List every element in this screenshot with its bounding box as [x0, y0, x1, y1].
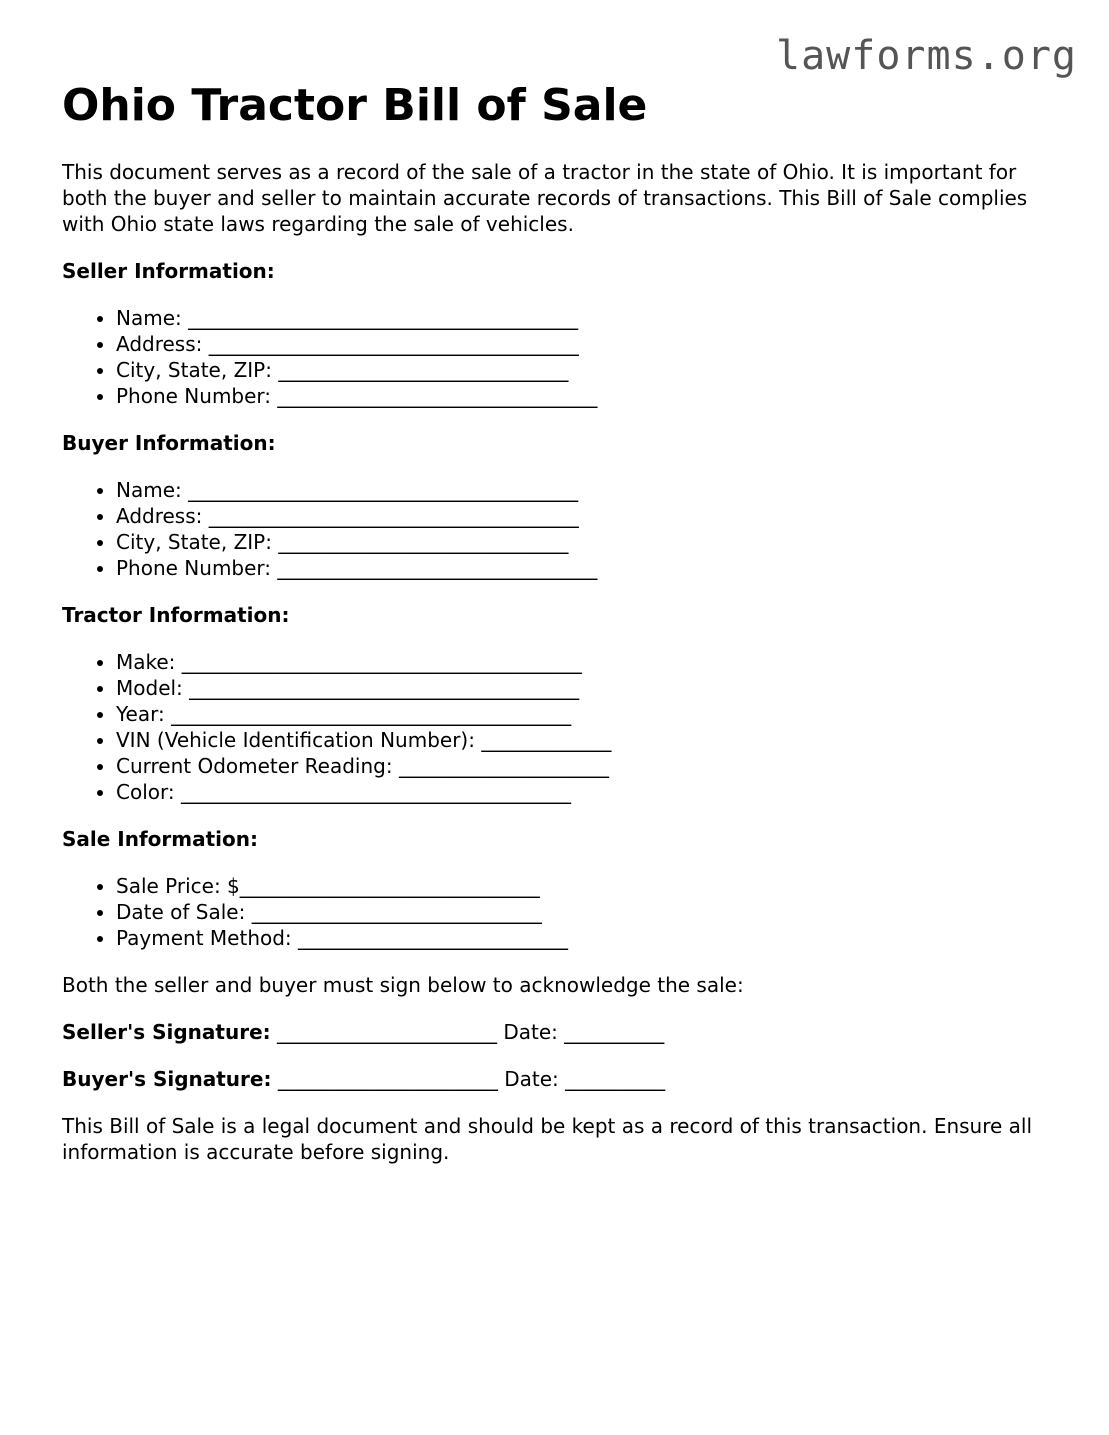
tractor-model-field[interactable]: • Model: _______________________________________ — [116, 675, 1052, 701]
seller-address-field[interactable]: • Address: _____________________________________ — [116, 331, 1052, 357]
closing-paragraph: This Bill of Sale is a legal document and should be kept as a record of this transaction. Ensure all information is accurate before signing. — [62, 1114, 1033, 1164]
site-watermark: lawforms.org — [776, 33, 1077, 79]
seller-section-heading: Seller Information: — [62, 259, 275, 283]
buyer-signature-label: Buyer's Signature: — [62, 1067, 272, 1091]
tractor-color-field[interactable]: • Color: _______________________________________ — [116, 779, 1052, 805]
seller-signature-line[interactable] — [62, 1019, 1052, 1045]
sale-fields-list — [62, 873, 1052, 951]
seller-fields-list — [62, 305, 1052, 409]
intro-paragraph: This document serves as a record of the sale of a tractor in the state of Ohio. It is important for both the buyer and seller to maintain accurate records of transactions. This Bill of Sale complies with Ohio state laws regarding the sale of vehicles. — [62, 160, 1028, 236]
buyer-signature-blank[interactable]: ______________________ Date: __________ — [271, 1067, 666, 1091]
buyer-name-field[interactable]: • Name: _______________________________________ — [116, 477, 1052, 503]
buyer-city-state-zip-field[interactable]: • City, State, ZIP: _____________________________ — [116, 529, 1052, 555]
document-body — [62, 78, 1052, 1165]
buyer-section-heading: Buyer Information: — [62, 431, 276, 455]
seller-name-field[interactable]: • Name: _______________________________________ — [116, 305, 1052, 331]
seller-city-state-zip-field[interactable]: • City, State, ZIP: _____________________________ — [116, 357, 1052, 383]
payment-method-field[interactable]: • Payment Method: ___________________________ — [116, 925, 1052, 951]
buyer-address-field[interactable]: • Address: _____________________________________ — [116, 503, 1052, 529]
page-title: Ohio Tractor Bill of Sale — [62, 80, 648, 131]
tractor-section-heading: Tractor Information: — [62, 603, 290, 627]
buyer-fields-list — [62, 477, 1052, 581]
sale-section-heading: Sale Information: — [62, 827, 258, 851]
seller-signature-label: Seller's Signature: — [62, 1020, 271, 1044]
tractor-odometer-field[interactable]: • Current Odometer Reading: _____________________ — [116, 753, 1052, 779]
tractor-make-field[interactable]: • Make: ________________________________________ — [116, 649, 1052, 675]
buyer-phone-field[interactable]: • Phone Number: ________________________________ — [116, 555, 1052, 581]
acknowledge-paragraph: Both the seller and buyer must sign below to acknowledge the sale: — [62, 973, 744, 997]
tractor-year-field[interactable]: • Year: ________________________________________ — [116, 701, 1052, 727]
seller-signature-blank[interactable]: ______________________ Date: __________ — [270, 1020, 665, 1044]
sale-date-field[interactable]: • Date of Sale: _____________________________ — [116, 899, 1052, 925]
buyer-signature-line[interactable] — [62, 1066, 1052, 1092]
tractor-fields-list — [62, 649, 1052, 805]
sale-price-field[interactable]: • Sale Price: $______________________________ — [116, 873, 1052, 899]
seller-phone-field[interactable]: • Phone Number: ________________________________ — [116, 383, 1052, 409]
tractor-vin-field[interactable]: • VIN (Vehicle Identification Number): _____________ — [116, 727, 1052, 753]
